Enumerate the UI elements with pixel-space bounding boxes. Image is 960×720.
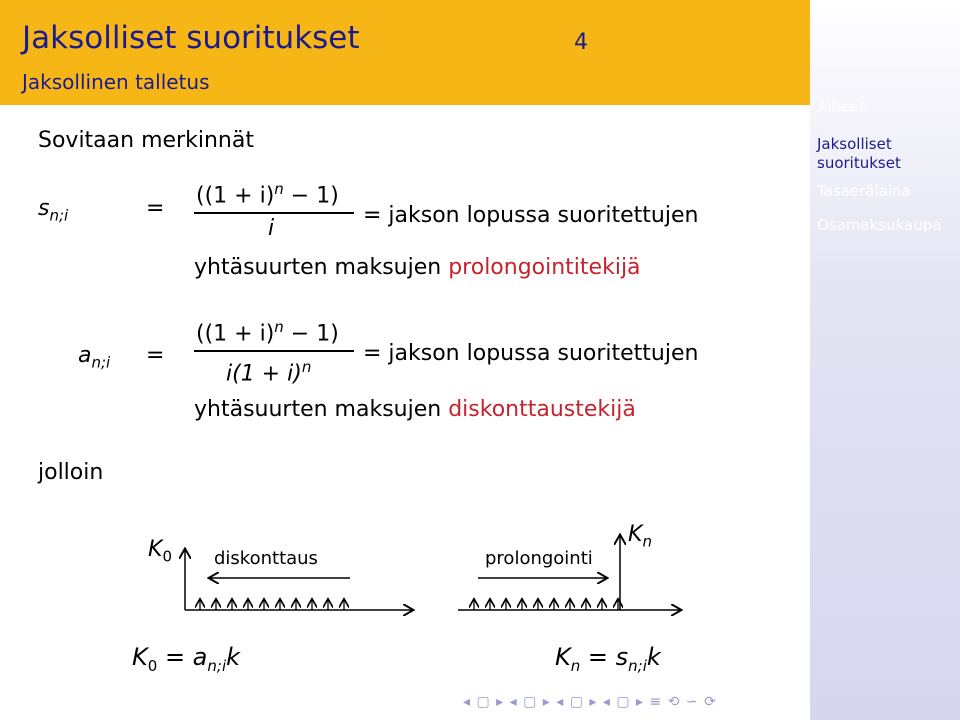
intro-text: Sovitaan merkinnät [38,128,254,153]
formula1-equals: = [146,196,165,221]
right-payment-arrows [474,600,618,610]
formula2-lhs: $a_{n;i}$ [78,343,111,372]
prolongation-factor-term: prolongointitekijä [448,255,641,280]
formula2-description-line1: = jakson lopussa suoritettujen [363,341,699,366]
formula1-description-line1: = jakson lopussa suoritettujen [363,203,699,228]
slide-subtitle: Jaksollinen talletus [22,70,210,94]
slide-number: 4 [574,30,588,55]
formula2-numerator: $((1 + i)^n - 1)$ [196,318,339,347]
formula1-lhs: $s_{n;i}$ [38,196,69,225]
left-payment-arrows [200,600,344,610]
discount-factor-term: diskonttaustekijä [448,397,636,422]
formula1-description-line2: yhtäsuurten maksujen prolongointitekijä [194,255,641,280]
sidebar-item-jaksolliset-suoritukset[interactable]: Jaksolliset suoritukset [817,135,901,172]
sidebar-item-tasaeralaina[interactable]: Tasaerälaina [817,182,911,200]
formula1-numerator: $((1 + i)^n - 1)$ [196,180,339,209]
left-diagram-formula: $K_0 = a_{n;i}k$ [132,643,241,675]
right-diagram-formula: $K_n = s_{n;i}k$ [555,643,661,675]
slide-title: Jaksolliset suoritukset [22,20,360,56]
formula2-equals: = [146,343,165,368]
discounting-label: diskonttaus [214,548,318,569]
formula1-denominator: i [268,216,275,241]
formula2-denominator: $i(1 + i)^n$ [226,358,312,387]
prolongation-label: prolongointi [485,548,593,569]
connector-text: jolloin [38,460,104,485]
formula2-description-line2: yhtäsuurten maksujen diskonttaustekijä [194,397,636,422]
right-diagram-kn-label: $K_n$ [628,522,652,551]
sidebar-item-osamaksukaupa[interactable]: Osamaksukaupa [817,216,942,234]
left-diagram-k0-label: $K_0$ [148,537,172,566]
sidebar-item-aiheet[interactable]: Aiheet [817,98,866,116]
beamer-navigation-symbols[interactable]: ◂ ▢ ▸ ◂ ▢ ▸ ◂ ▢ ▸ ◂ ▢ ▸ ≡ ⟲ ∽ ⟳ [463,694,717,710]
